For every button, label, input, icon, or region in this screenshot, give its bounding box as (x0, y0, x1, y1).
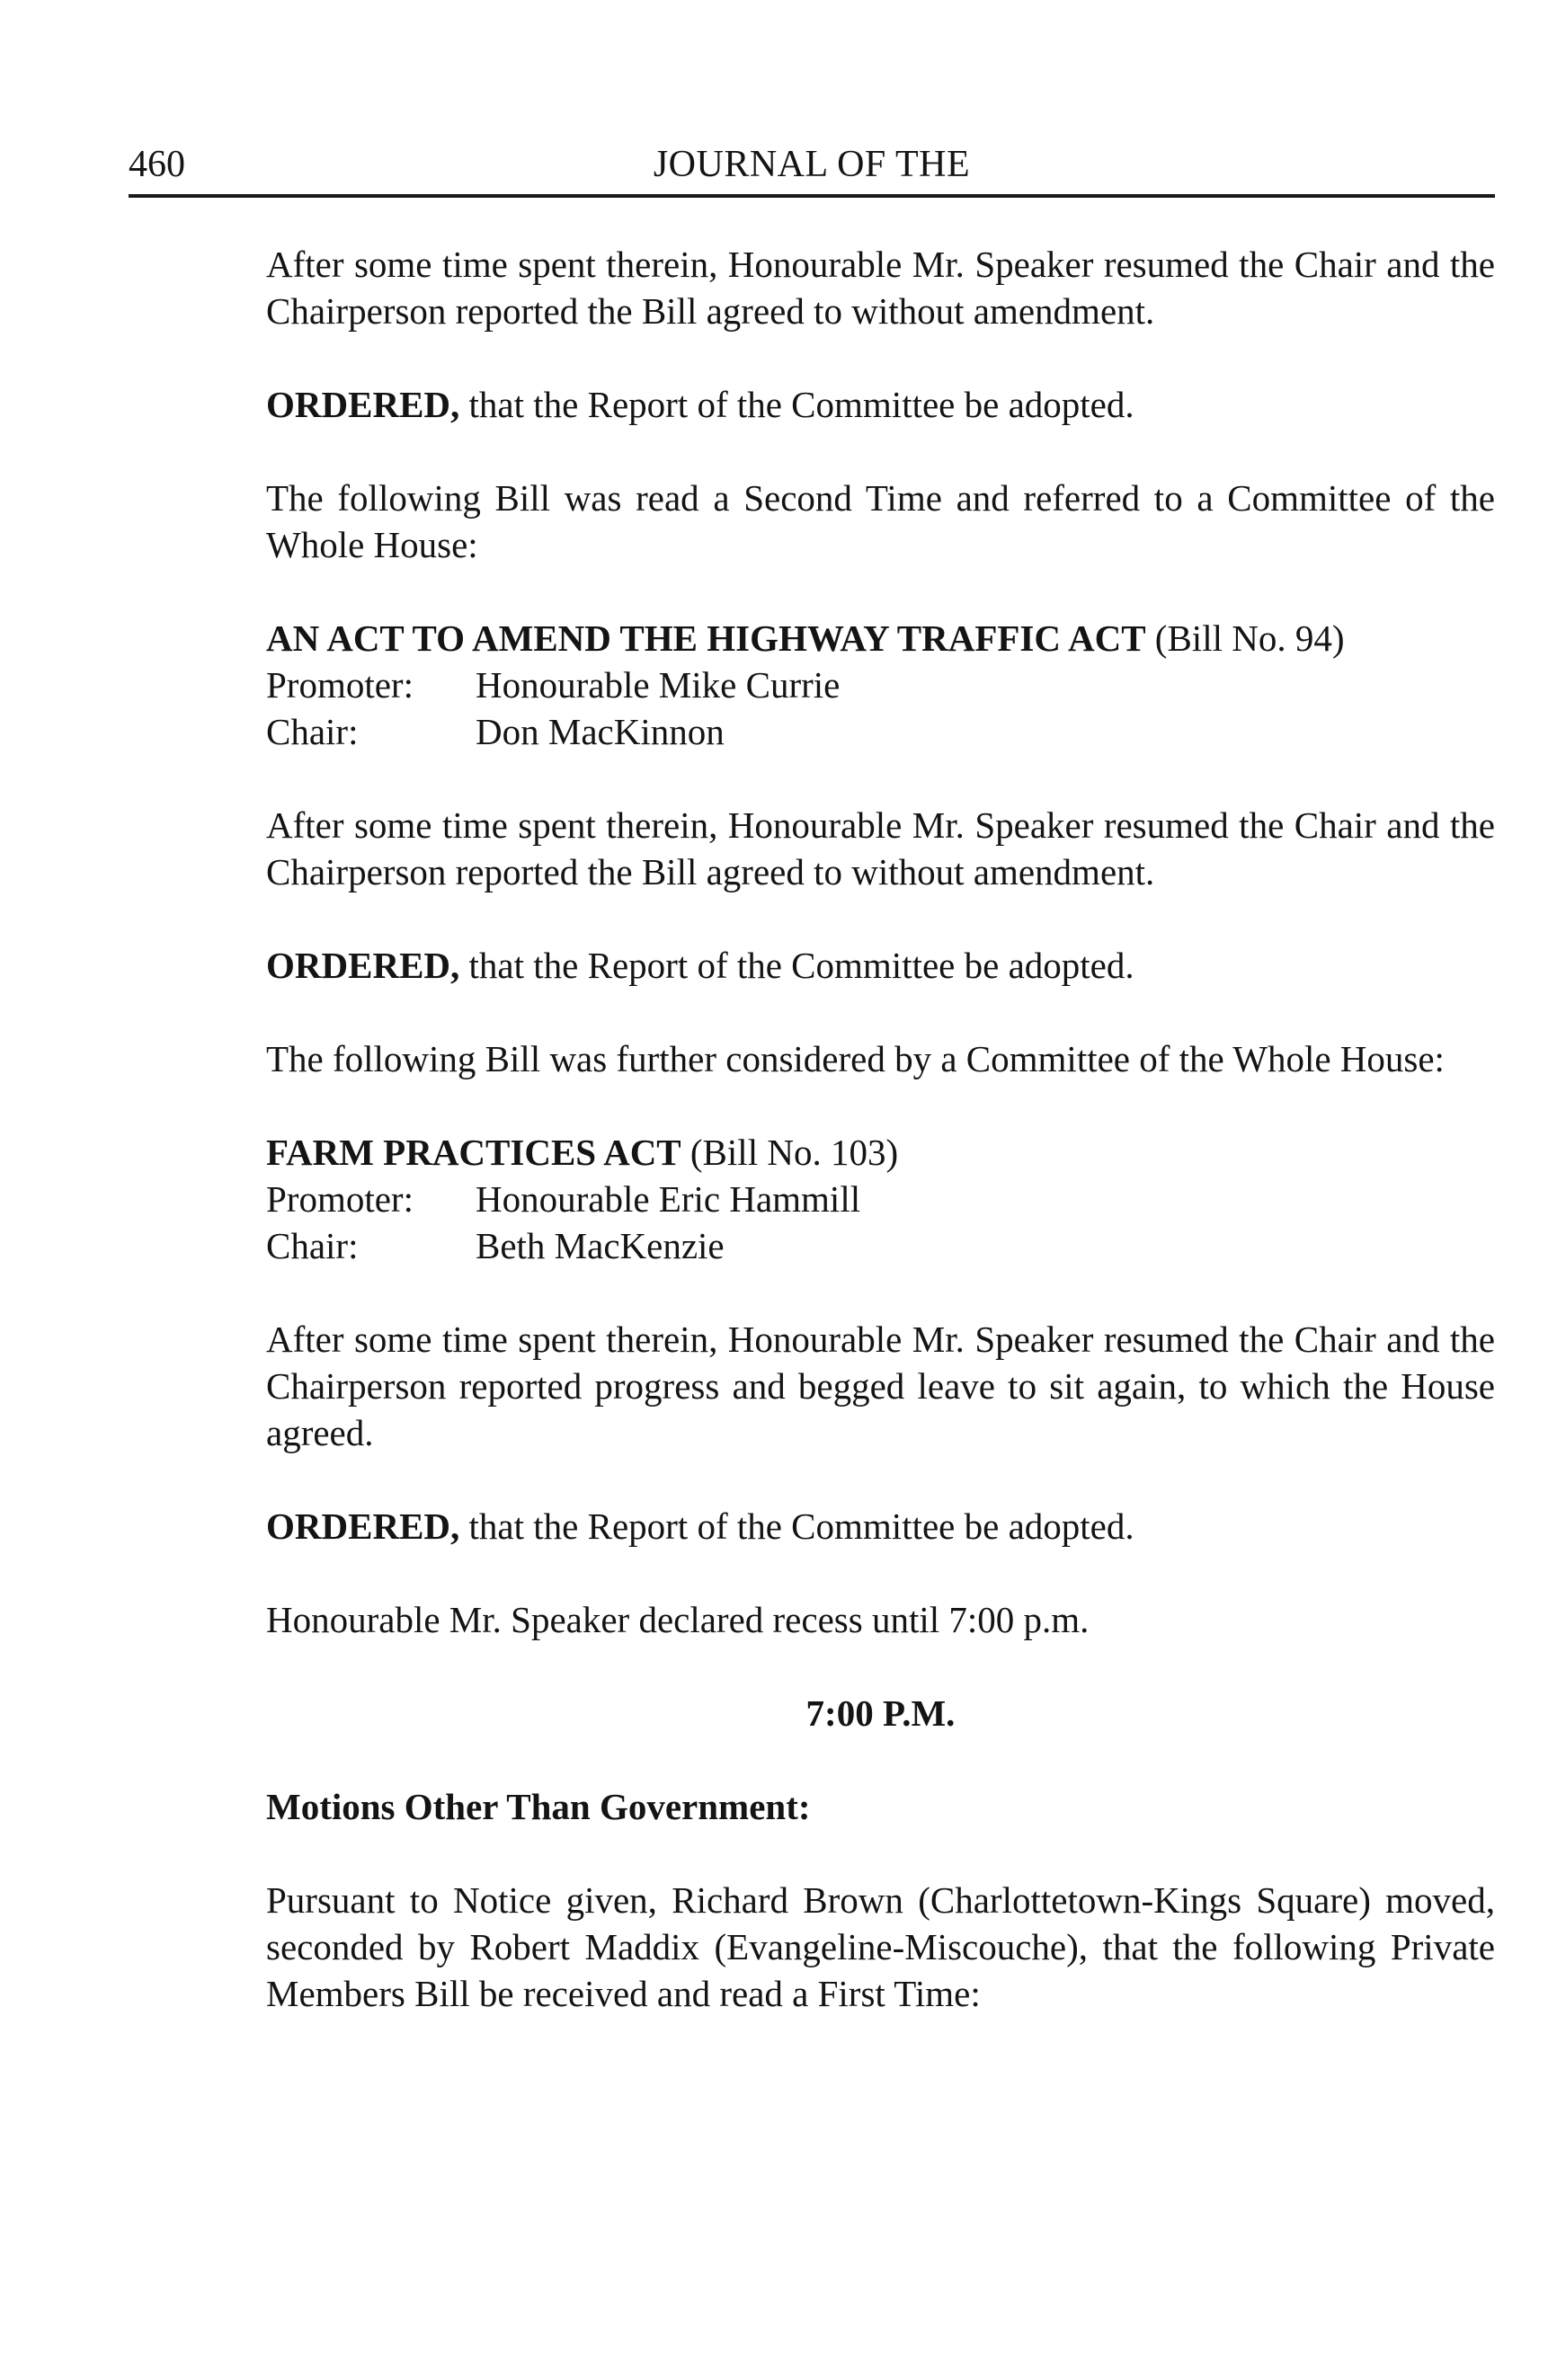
header-rule (129, 194, 1495, 198)
paragraph-recess: Honourable Mr. Speaker declared recess until 7:00 p.m. (266, 1599, 1090, 1640)
paragraph-committee-report-2: After some time spent therein, Honourable Mr. Speaker resumed the Chair and the Chairperson reported the Bill agreed to without amendment. (266, 804, 1495, 892)
bill-heading (266, 615, 1495, 662)
chair-name: Don MacKinnon (476, 711, 725, 752)
paragraph-committee-report-1: After some time spent therein, Honourable Mr. Speaker resumed the Chair and the Chairperson reported the Bill agreed to without amendment. (266, 244, 1495, 332)
promoter-label: Promoter: (266, 1178, 414, 1220)
time-heading-text: 7:00 P.M. (805, 1692, 956, 1734)
page-header (129, 142, 1495, 194)
ordered-label: ORDERED, (266, 945, 460, 986)
bill-title: AN ACT TO AMEND THE HIGHWAY TRAFFIC ACT (266, 617, 1146, 659)
ordered-paragraph-2 (266, 942, 1495, 989)
journal-body (266, 241, 1495, 2017)
time-heading (266, 1690, 1495, 1736)
promoter-row (266, 662, 1495, 708)
page-number: 460 (129, 144, 185, 185)
ordered-label: ORDERED, (266, 1505, 460, 1547)
section-heading-text: Motions Other Than Government: (266, 1786, 811, 1827)
chair-name: Beth MacKenzie (476, 1225, 725, 1266)
bill-title: FARM PRACTICES ACT (266, 1132, 681, 1173)
paragraph-motion: Pursuant to Notice given, Richard Brown (Charlottetown-Kings Square) moved, seconded by Robert Maddix (Evangeline-Miscouche), that the following Private Members Bill be received and read a First Time: (266, 1879, 1495, 2014)
paragraph-second-reading: The following Bill was read a Second Time and referred to a Committee of the Whole House: (266, 477, 1495, 565)
ordered-paragraph-1 (266, 381, 1495, 428)
ordered-paragraph-3 (266, 1503, 1495, 1550)
ordered-text: that the Report of the Committee be adopted. (459, 384, 1134, 425)
promoter-name: Honourable Mike Currie (476, 664, 841, 706)
bill-block-103 (266, 1129, 1495, 1269)
bill-number: (Bill No. 94) (1145, 617, 1345, 659)
chair-row (266, 1222, 1495, 1269)
promoter-label: Promoter: (266, 664, 414, 706)
running-title: JOURNAL OF THE (653, 144, 971, 185)
paragraph-progress-report: After some time spent therein, Honourable Mr. Speaker resumed the Chair and the Chairperson reported progress and begged leave to sit again, to which the House agreed. (266, 1319, 1495, 1453)
section-heading (266, 1783, 1495, 1830)
chair-row (266, 708, 1495, 755)
paragraph-further-considered: The following Bill was further considered by a Committee of the Whole House: (266, 1038, 1445, 1079)
promoter-name: Honourable Eric Hammill (476, 1178, 861, 1220)
ordered-label: ORDERED, (266, 384, 460, 425)
chair-label: Chair: (266, 1225, 359, 1266)
bill-heading (266, 1129, 1495, 1176)
bill-block-94 (266, 615, 1495, 755)
ordered-text: that the Report of the Committee be adopted. (459, 1505, 1134, 1547)
promoter-row (266, 1176, 1495, 1222)
bill-number: (Bill No. 103) (681, 1132, 899, 1173)
ordered-text: that the Report of the Committee be adopted. (459, 945, 1134, 986)
chair-label: Chair: (266, 711, 359, 752)
